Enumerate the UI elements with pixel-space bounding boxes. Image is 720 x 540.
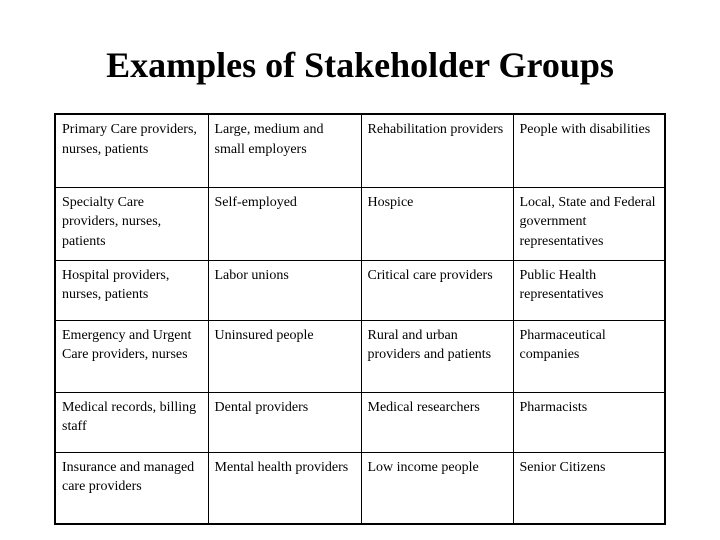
table-cell: Dental providers [208, 392, 361, 452]
table-cell: Insurance and managed care providers [55, 452, 208, 524]
stakeholder-table-container [54, 113, 664, 523]
table-row [55, 260, 665, 320]
table-cell: Primary Care providers, nurses, patients [55, 114, 208, 187]
table-cell: Emergency and Urgent Care providers, nurses [55, 320, 208, 392]
page-title: Examples of Stakeholder Groups [106, 45, 614, 85]
table-cell: Rural and urban providers and patients [361, 320, 513, 392]
table-cell: People with disabilities [513, 114, 665, 187]
table-cell: Critical care providers [361, 260, 513, 320]
table-cell: Public Health representatives [513, 260, 665, 320]
table-cell: Low income people [361, 452, 513, 524]
table-cell: Self-employed [208, 187, 361, 260]
table-cell: Mental health providers [208, 452, 361, 524]
table-row [55, 320, 665, 392]
table-cell: Labor unions [208, 260, 361, 320]
stakeholder-table [54, 113, 666, 525]
table-cell: Medical researchers [361, 392, 513, 452]
table-cell: Specialty Care providers, nurses, patients [55, 187, 208, 260]
table-cell: Local, State and Federal government representatives [513, 187, 665, 260]
table-row [55, 187, 665, 260]
table-row [55, 452, 665, 524]
table-cell: Pharmacists [513, 392, 665, 452]
table-cell: Hospital providers, nurses, patients [55, 260, 208, 320]
table-cell: Pharmaceutical companies [513, 320, 665, 392]
table-cell: Medical records, billing staff [55, 392, 208, 452]
table-cell: Rehabilitation providers [361, 114, 513, 187]
table-row [55, 392, 665, 452]
table-cell: Uninsured people [208, 320, 361, 392]
table-row [55, 114, 665, 187]
table-cell: Senior Citizens [513, 452, 665, 524]
table-cell: Large, medium and small employers [208, 114, 361, 187]
table-cell: Hospice [361, 187, 513, 260]
